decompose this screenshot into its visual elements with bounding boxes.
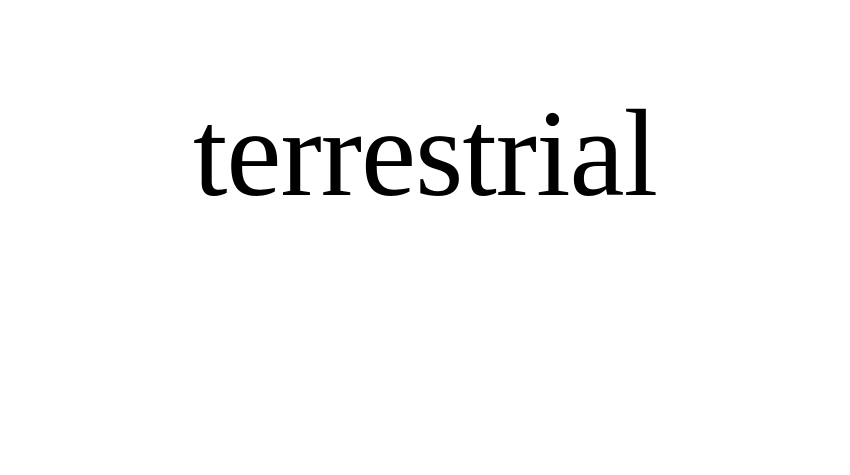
word-text: terrestrial [192,85,658,222]
